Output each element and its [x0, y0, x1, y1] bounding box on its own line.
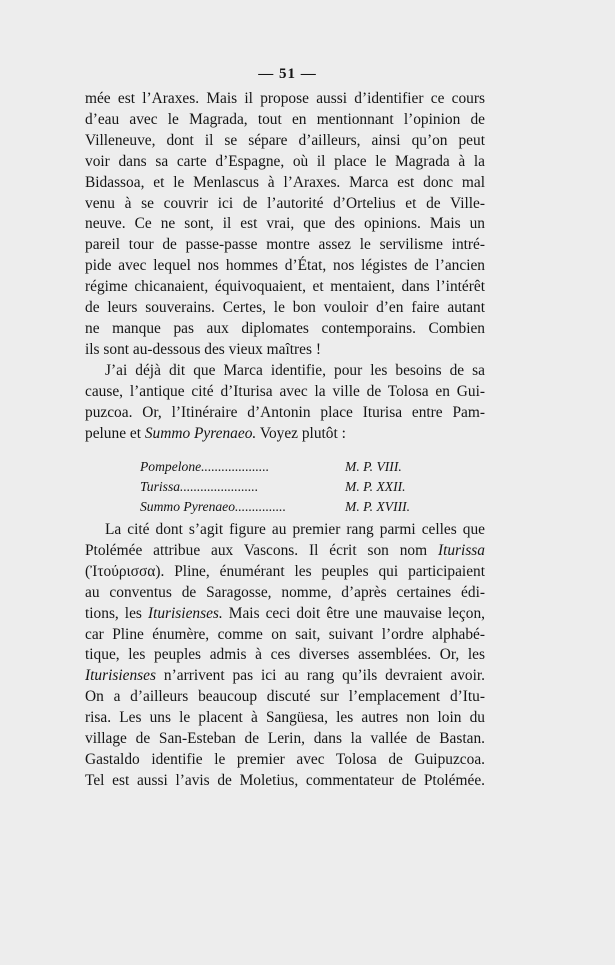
- text-line: pareil tour de passe-passe montre assez le servilisme intré-: [85, 236, 485, 254]
- text-line: régime chicanaient, équivoquaient, et mentaient, dans l’intérêt: [85, 278, 485, 296]
- text-line: risa. Les uns le placent à Sangüesa, les autres non loin du: [85, 709, 485, 727]
- text-line: cause, l’antique cité d’Iturisa avec la ville de Tolosa en Gui-: [85, 382, 485, 400]
- page-number: — 51 —: [258, 66, 317, 82]
- italic-term: Iturisienses: [85, 667, 156, 685]
- text-line: car Pline énumère, comme on sait, suivant l’ordre alphabé-: [85, 625, 485, 643]
- text-line: mée est l’Araxes. Mais il propose aussi d’identifier ce cours: [85, 90, 485, 107]
- text-line: ils sont au-dessous des vieux maîtres !: [85, 340, 321, 358]
- paragraph-1: [85, 89, 485, 361]
- summo-pyrenaeo-italic: Summo Pyrenaeo.: [144, 424, 257, 442]
- itinerary-row: [140, 457, 440, 477]
- itinerary-table: [140, 457, 440, 517]
- text-line: de leurs souverains. Certes, le bon vouloir d’en faire autant: [85, 299, 485, 317]
- paragraph-2: [85, 361, 485, 424]
- text-line: Ptolémée attribue aux Vascons. Il écrit son nom Iturissa: [85, 541, 485, 559]
- text-block-lower: [85, 520, 485, 792]
- text-line: neuve. Ce ne sont, il est vrai, que des opinions. Mais un: [85, 215, 485, 233]
- text-line: voir dans sa carte d’Espagne, où il place le Magrada à la: [85, 152, 485, 170]
- italic-term: Iturisienses.: [147, 604, 223, 622]
- text-line: puzcoa. Or, l’Itinéraire d’Antonin place Iturisa entre Pam-: [85, 403, 485, 421]
- text-line: tique, les peuples admis à ces diverses assemblées. Or, les: [85, 646, 485, 664]
- text-line: On a d’ailleurs beaucoup discuté sur l’emplacement d’Itu-: [85, 688, 485, 706]
- itinerary-distance: M. P. XVIII.: [345, 499, 411, 514]
- text-line: Bidassoa, et le Menlascus à l’Araxes. Marca est donc mal: [85, 173, 485, 191]
- text-line: (Ἰτούρισσα). Pline, énumérant les peuples qui participaient: [85, 562, 485, 580]
- itinerary-place: Summo Pyrenaeo...............: [140, 499, 286, 514]
- text-line: ne manque pas aux diplomates contemporains. Combien: [85, 319, 485, 337]
- text-line: J’ai déjà dit que Marca identifie, pour les besoins de sa: [105, 361, 485, 379]
- text-line: d’eau avec le Magrada, tout en mentionnant l’opinion de: [85, 110, 485, 128]
- text-block-upper: [85, 89, 485, 444]
- text-line: village de San-Esteban de Lerin, dans la vallée de Bastan.: [85, 730, 485, 748]
- text-line: Villeneuve, dont il se sépare d’ailleurs, ainsi qu’on peut: [85, 131, 485, 149]
- text-line: Iturisienses n’arrivent pas ici au rang qu’ils devraient avoir.: [85, 667, 485, 685]
- text-line: La cité dont s’agit figure au premier rang parmi celles que: [105, 521, 485, 538]
- itinerary-place: Pompelone....................: [140, 459, 270, 474]
- text-line: tions, les Iturisienses. Mais ceci doit être une mauvaise leçon,: [85, 604, 485, 622]
- itinerary-distance: M. P. XXII.: [345, 479, 406, 494]
- text-line: Gastaldo identifie le premier avec Tolosa de Guipuzcoa.: [85, 750, 485, 768]
- text-line: Tel est aussi l’avis de Moletius, commentateur de Ptolémée.: [85, 771, 485, 789]
- itinerary-row: [140, 497, 440, 517]
- itinerary-row: [140, 477, 440, 497]
- itinerary-place: Turissa.......................: [140, 479, 259, 494]
- italic-term: Iturissa: [437, 541, 485, 559]
- itinerary-distance: M. P. VIII.: [345, 459, 402, 474]
- text-line: au conventus de Saragosse, nomme, d’après certaines édi-: [85, 583, 485, 601]
- paragraph-2-last-line: pelune et Summo Pyrenaeo. Voyez plutôt :: [85, 424, 346, 442]
- text-line: pide avec lequel nos hommes d’État, nos légistes de l’ancien: [85, 257, 485, 275]
- text-line: venu à se couvrir ici de l’autorité d’Ortelius et de Ville-: [85, 194, 485, 212]
